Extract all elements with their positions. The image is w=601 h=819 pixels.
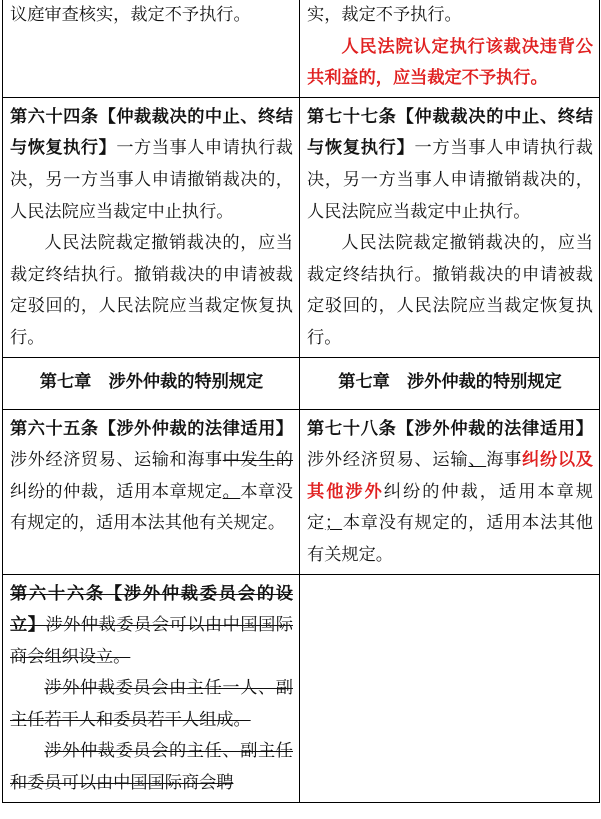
- article-text: 涉外经济贸易、运输: [307, 450, 469, 471]
- article-text: 纠纷的仲裁，适用本章规定: [307, 481, 593, 534]
- article-heading: 第七十七条【仲裁裁决的中止、终结与恢复执行】: [307, 106, 593, 159]
- table-row: [3, 409, 600, 574]
- right-column-cell: [300, 409, 600, 574]
- added-text: 纠纷以及其他涉外: [307, 450, 593, 502]
- article-heading: 第六十五条【涉外仲裁的法律适用】: [10, 418, 293, 439]
- right-column-cell: [300, 97, 600, 357]
- article-heading: 第六十四条【仲裁裁决的中止、终结与恢复执行】: [10, 106, 293, 159]
- right-column-cell: [300, 574, 600, 802]
- article-text: ；: [324, 513, 343, 534]
- deleted-text: 中发生的: [222, 450, 293, 471]
- article-text: 一方当事人申请执行裁决，另一方当事人申请撤销裁决的，人民法院应当裁定中止执行。: [307, 138, 593, 222]
- left-column-cell: [3, 97, 300, 357]
- article-text: 纠纷的仲裁，适用本章规定: [10, 481, 223, 502]
- article-text: 人民法院裁定撤销裁决的，应当裁定终结执行。撤销裁决的申请被裁定驳回的，人民法院应当裁定恢复执行。: [307, 233, 593, 348]
- paragraph: [10, 736, 293, 799]
- table-row: [3, 0, 600, 97]
- deleted-text: 涉外仲裁委员会可以由中国国际商会组织设立。: [10, 615, 293, 667]
- article-text: 本章没有规定的，适用本法其他有关规定。: [10, 481, 293, 534]
- article-text: 。: [222, 481, 241, 502]
- deleted-text: 涉外仲裁委员会的主任、副主任和委员可以由中国国际商会聘: [10, 741, 293, 794]
- table-row: [3, 97, 600, 357]
- chapter-heading-row: [3, 357, 600, 409]
- chapter-title-left: 第七章 涉外仲裁的特别规定: [3, 357, 300, 409]
- chapter-title-right: 第七章 涉外仲裁的特别规定: [300, 357, 600, 409]
- left-column-cell: [3, 409, 300, 574]
- article-text: 人民法院裁定撤销裁决的，应当裁定终结执行。撤销裁决的申请被裁定驳回的，人民法院应当裁定恢复执行。: [10, 233, 293, 348]
- article-text: 、: [468, 450, 487, 471]
- article-text: 一方当事人申请执行裁决，另一方当事人申请撤销裁决的，人民法院应当裁定中止执行。: [10, 138, 293, 222]
- paragraph: [10, 102, 293, 228]
- paragraph: [10, 579, 293, 674]
- paragraph: [307, 102, 593, 228]
- paragraph: [10, 673, 293, 736]
- article-text: 涉外经济贸易、运输和海事: [10, 450, 223, 471]
- paragraph: [307, 228, 593, 354]
- deleted-text: 涉外仲裁委员会由主任一人、副主任若干人和委员若干人组成。: [10, 678, 293, 730]
- article-text: 议庭审查核实，裁定不予执行。: [10, 5, 251, 25]
- article-text: 本章没有规定的，适用本法其他有关规定。: [307, 513, 593, 565]
- paragraph: [307, 0, 593, 32]
- right-column-cell: [300, 0, 600, 97]
- article-heading: 第七十八条【涉外仲裁的法律适用】: [307, 418, 593, 439]
- left-column-cell: [3, 574, 300, 802]
- paragraph: [10, 0, 293, 32]
- paragraph: [10, 414, 293, 540]
- article-heading: 第六十六条【涉外仲裁委员会的设立】: [10, 583, 293, 636]
- paragraph: [10, 228, 293, 354]
- comparison-table: [2, 0, 600, 803]
- article-text: 海事: [486, 450, 523, 471]
- table-row: [3, 574, 600, 802]
- added-text: 人民法院认定执行该裁决违背公共利益的，应当裁定不予执行。: [307, 36, 593, 89]
- article-text: 实，裁定不予执行。: [307, 5, 462, 25]
- paragraph: [307, 414, 593, 572]
- left-column-cell: [3, 0, 300, 97]
- paragraph: [307, 32, 593, 95]
